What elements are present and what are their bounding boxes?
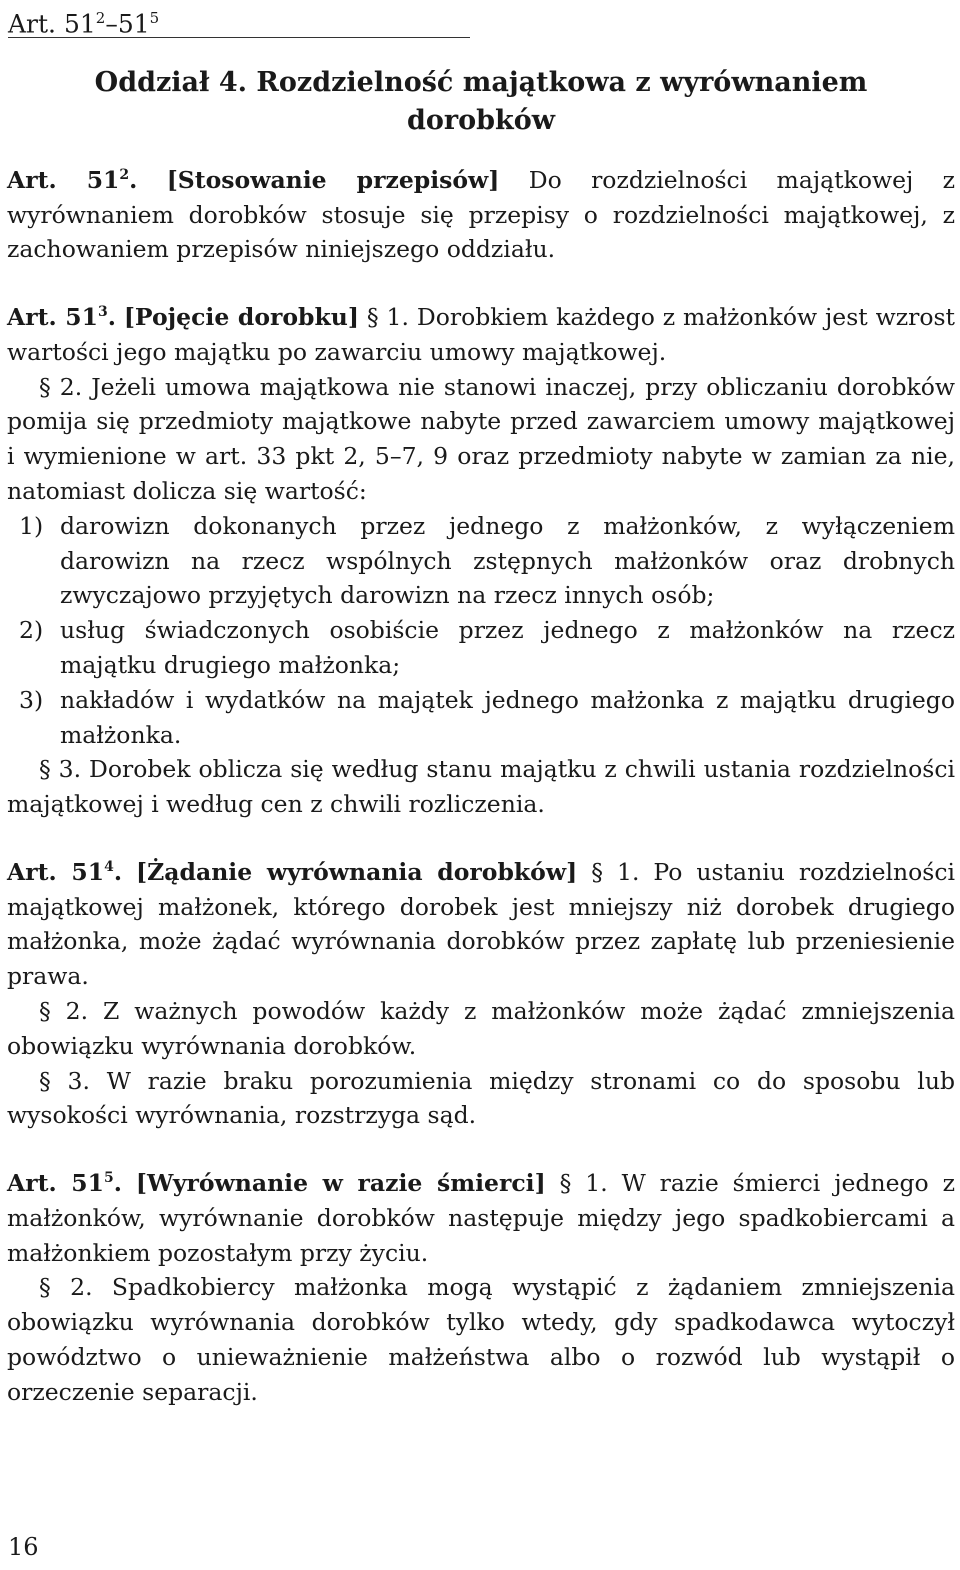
article-51-4-paragraph-3: § 3. W razie braku porozumienia między stronami co do sposobu lub wysokości wyrównania, rozstrzyga sąd. [7,1066,955,1130]
running-header-range: –51 [105,9,150,39]
chapter-title: Oddział 4. Rozdzielność majątkowa z wyrównaniem dorobków [94,67,868,136]
article-51-4-paragraph-2: § 2. Z ważnych powodów każdy z małżonków może żądać zmniejszenia obowiązku wyrównania dorobków. [7,997,955,1060]
list-item-text: darowizn dokonanych przez jednego z małżonków, z wyłączeniem darowizn na rzecz wspólnych zstępnych małżonków oraz drobnych zwyczajowo przyjętych darowizn na rzecz innych osób; [60,511,955,610]
article-51-4 [7,850,955,994]
article-title: [Stosowanie przepisów] [166,165,500,194]
list-item [7,509,955,613]
article-title: [Żądanie wyrównania dorobków] [136,857,578,886]
list-item-text: nakładów i wydatków na majątek jednego małżonka z majątku drugiego małżonka. [60,685,955,749]
list-item-marker: 3) [19,685,44,714]
list-item-text: usług świadczonych osobiście przez jednego z małżonków na rzecz majątku drugiego małżonka; [60,616,955,680]
running-header-sup-start: 2 [95,9,106,27]
article-number: Art. $51^3$. [7,303,116,332]
article-51-5 [7,1161,955,1270]
article-text: Do rozdzielności majątkowej z wyrównaniem dorobków stosuje się przepisy o rozdzielności majątkowej, z zachowaniem przepisów niniejszego oddziału. [7,165,955,264]
article-51-3 [7,295,955,369]
paragraph-1-text: § 1. Dorobkiem każdego z małżonków jest wzrost wartości jego majątku po zawarciu umowy majątkowej. [7,303,955,366]
article-number: Art. $51^4$. [7,857,123,886]
page-number: 16 [8,1533,39,1561]
document-body [7,64,955,1410]
article-51-3-paragraph-2: § 2. Jeżeli umowa majątkowa nie stanowi inaczej, przy obliczaniu dorobków pomija się przedmioty majątkowe nabyte przed zawarciem umowy majątkowej i wymienione w art. 33 pkt 2, 5–7, 9 oraz przedmioty nabyte w zamian za nie, natomiast dolicza się wartość: [7,372,955,506]
article-51-3-paragraph-3: § 3. Dorobek oblicza się według stanu majątku z chwili ustania rozdzielności majątkowej i według cen z chwili rozliczenia. [7,755,955,819]
running-header-sup-end: 5 [149,9,160,27]
article-title: [Wyrównanie w razie śmierci] [135,1169,546,1198]
paragraph-1-text: § 1. W razie śmierci jednego z małżonków, wyrównanie dorobków następuje między jego spadkobiercami a małżonkiem pozostałym przy życiu. [7,1169,955,1267]
list-item-marker: 2) [19,616,44,645]
article-number: Art. $51^2$. [7,165,138,194]
article-51-3-item-list [7,509,955,753]
article-number: Art. $51^5$. [7,1169,122,1198]
list-item [7,613,955,683]
article-51-5-paragraph-2: § 2. Spadkobiercy małżonka mogą wystąpić z żądaniem zmniejszenia obowiązku wyrównania dorobków tylko wtedy, gdy spadkodawca wytoczył powództwo o unieważnienie małżeństwa albo o rozwód lub wystąpił o orzeczenie separacji. [7,1273,955,1406]
list-item [7,683,955,753]
list-item-marker: 1) [19,511,44,540]
paragraph-1-text: § 1. Po ustaniu rozdzielności majątkowej małżonek, którego dorobek jest mniejszy niż dorobek drugiego małżonka, może żądać wyrównania dorobków przez zapłatę lub przeniesienie prawa. [7,857,956,991]
article-title: [Pojęcie dorobku] [123,303,359,332]
running-header-prefix: Art. 51 [8,9,96,39]
running-header [8,2,159,40]
article-51-2 [7,158,955,267]
header-rule [8,37,470,38]
